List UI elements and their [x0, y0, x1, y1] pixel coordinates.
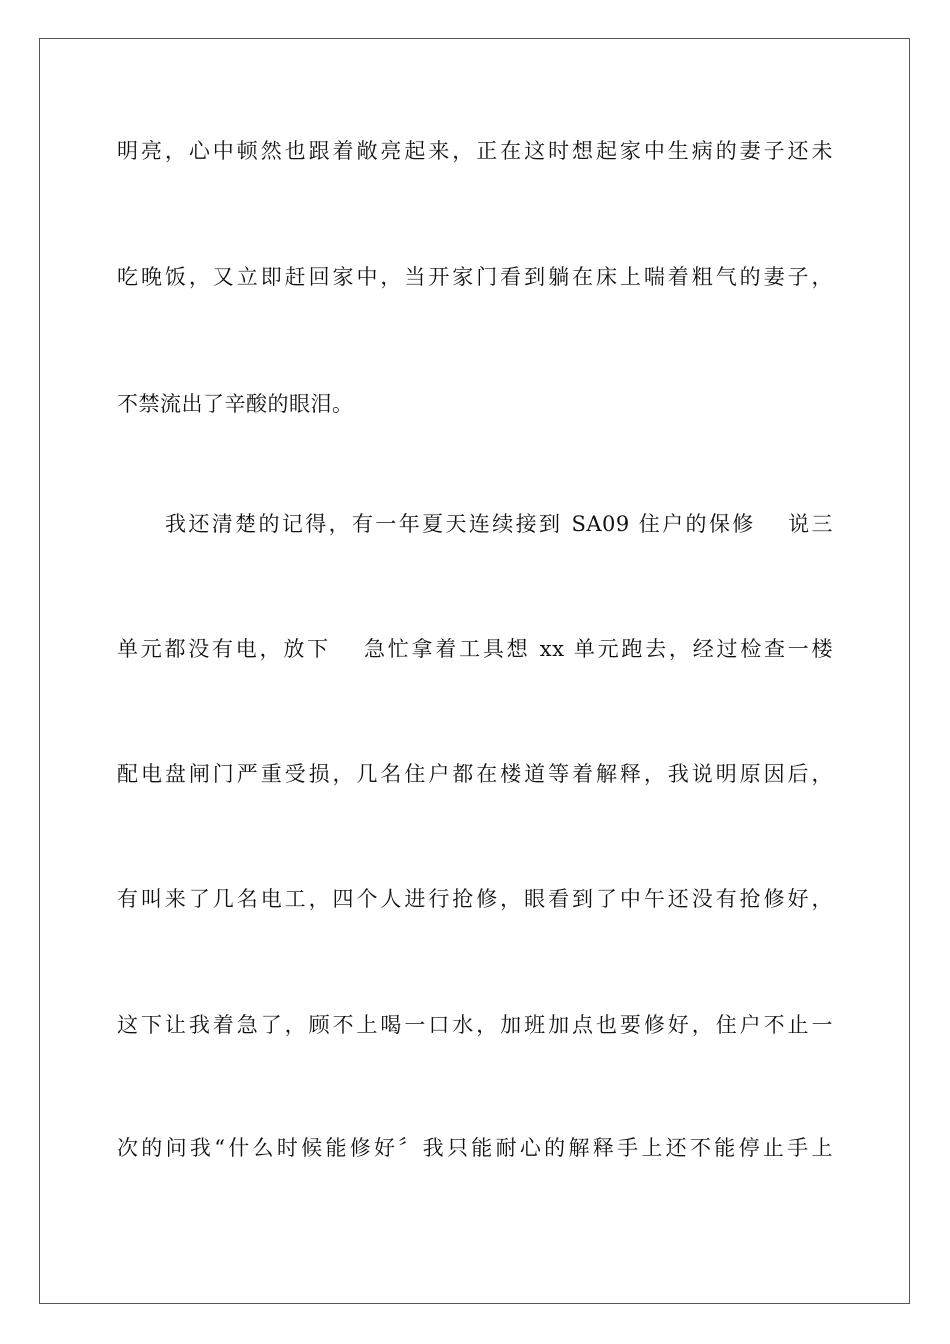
- text-line-7: 有叫来了几名电工，四个人进行抢修，眼看到了中午还没有抢修好，: [117, 887, 833, 911]
- text-line-3: 不禁流出了辛酸的眼泪。: [117, 392, 354, 416]
- text-line-5: 单元都没有电，放下 急忙拿着工具想 xx 单元跑去，经过检查一楼: [117, 637, 833, 661]
- text-line-2: 吃晚饭，又立即赶回家中，当开家门看到躺在床上喘着粗气的妻子，: [117, 265, 833, 289]
- text-line-4: 我还清楚的记得，有一年夏天连续接到 SA09 住户的保修 说三: [165, 512, 833, 536]
- text-line-1: 明亮，心中顿然也跟着敞亮起来，正在这时想起家中生病的妻子还未: [117, 139, 833, 163]
- text-line-8: 这下让我着急了，顾不上喝一口水，加班加点也要修好，住户不止一: [117, 1013, 833, 1037]
- text-line-9: 次的问我“什么时候能修好〞我只能耐心的解释手上还不能停止手上: [117, 1136, 833, 1160]
- text-line-6: 配电盘闸门严重受损，几名住户都在楼道等着解释，我说明原因后，: [117, 762, 833, 786]
- page-border: [39, 38, 910, 1304]
